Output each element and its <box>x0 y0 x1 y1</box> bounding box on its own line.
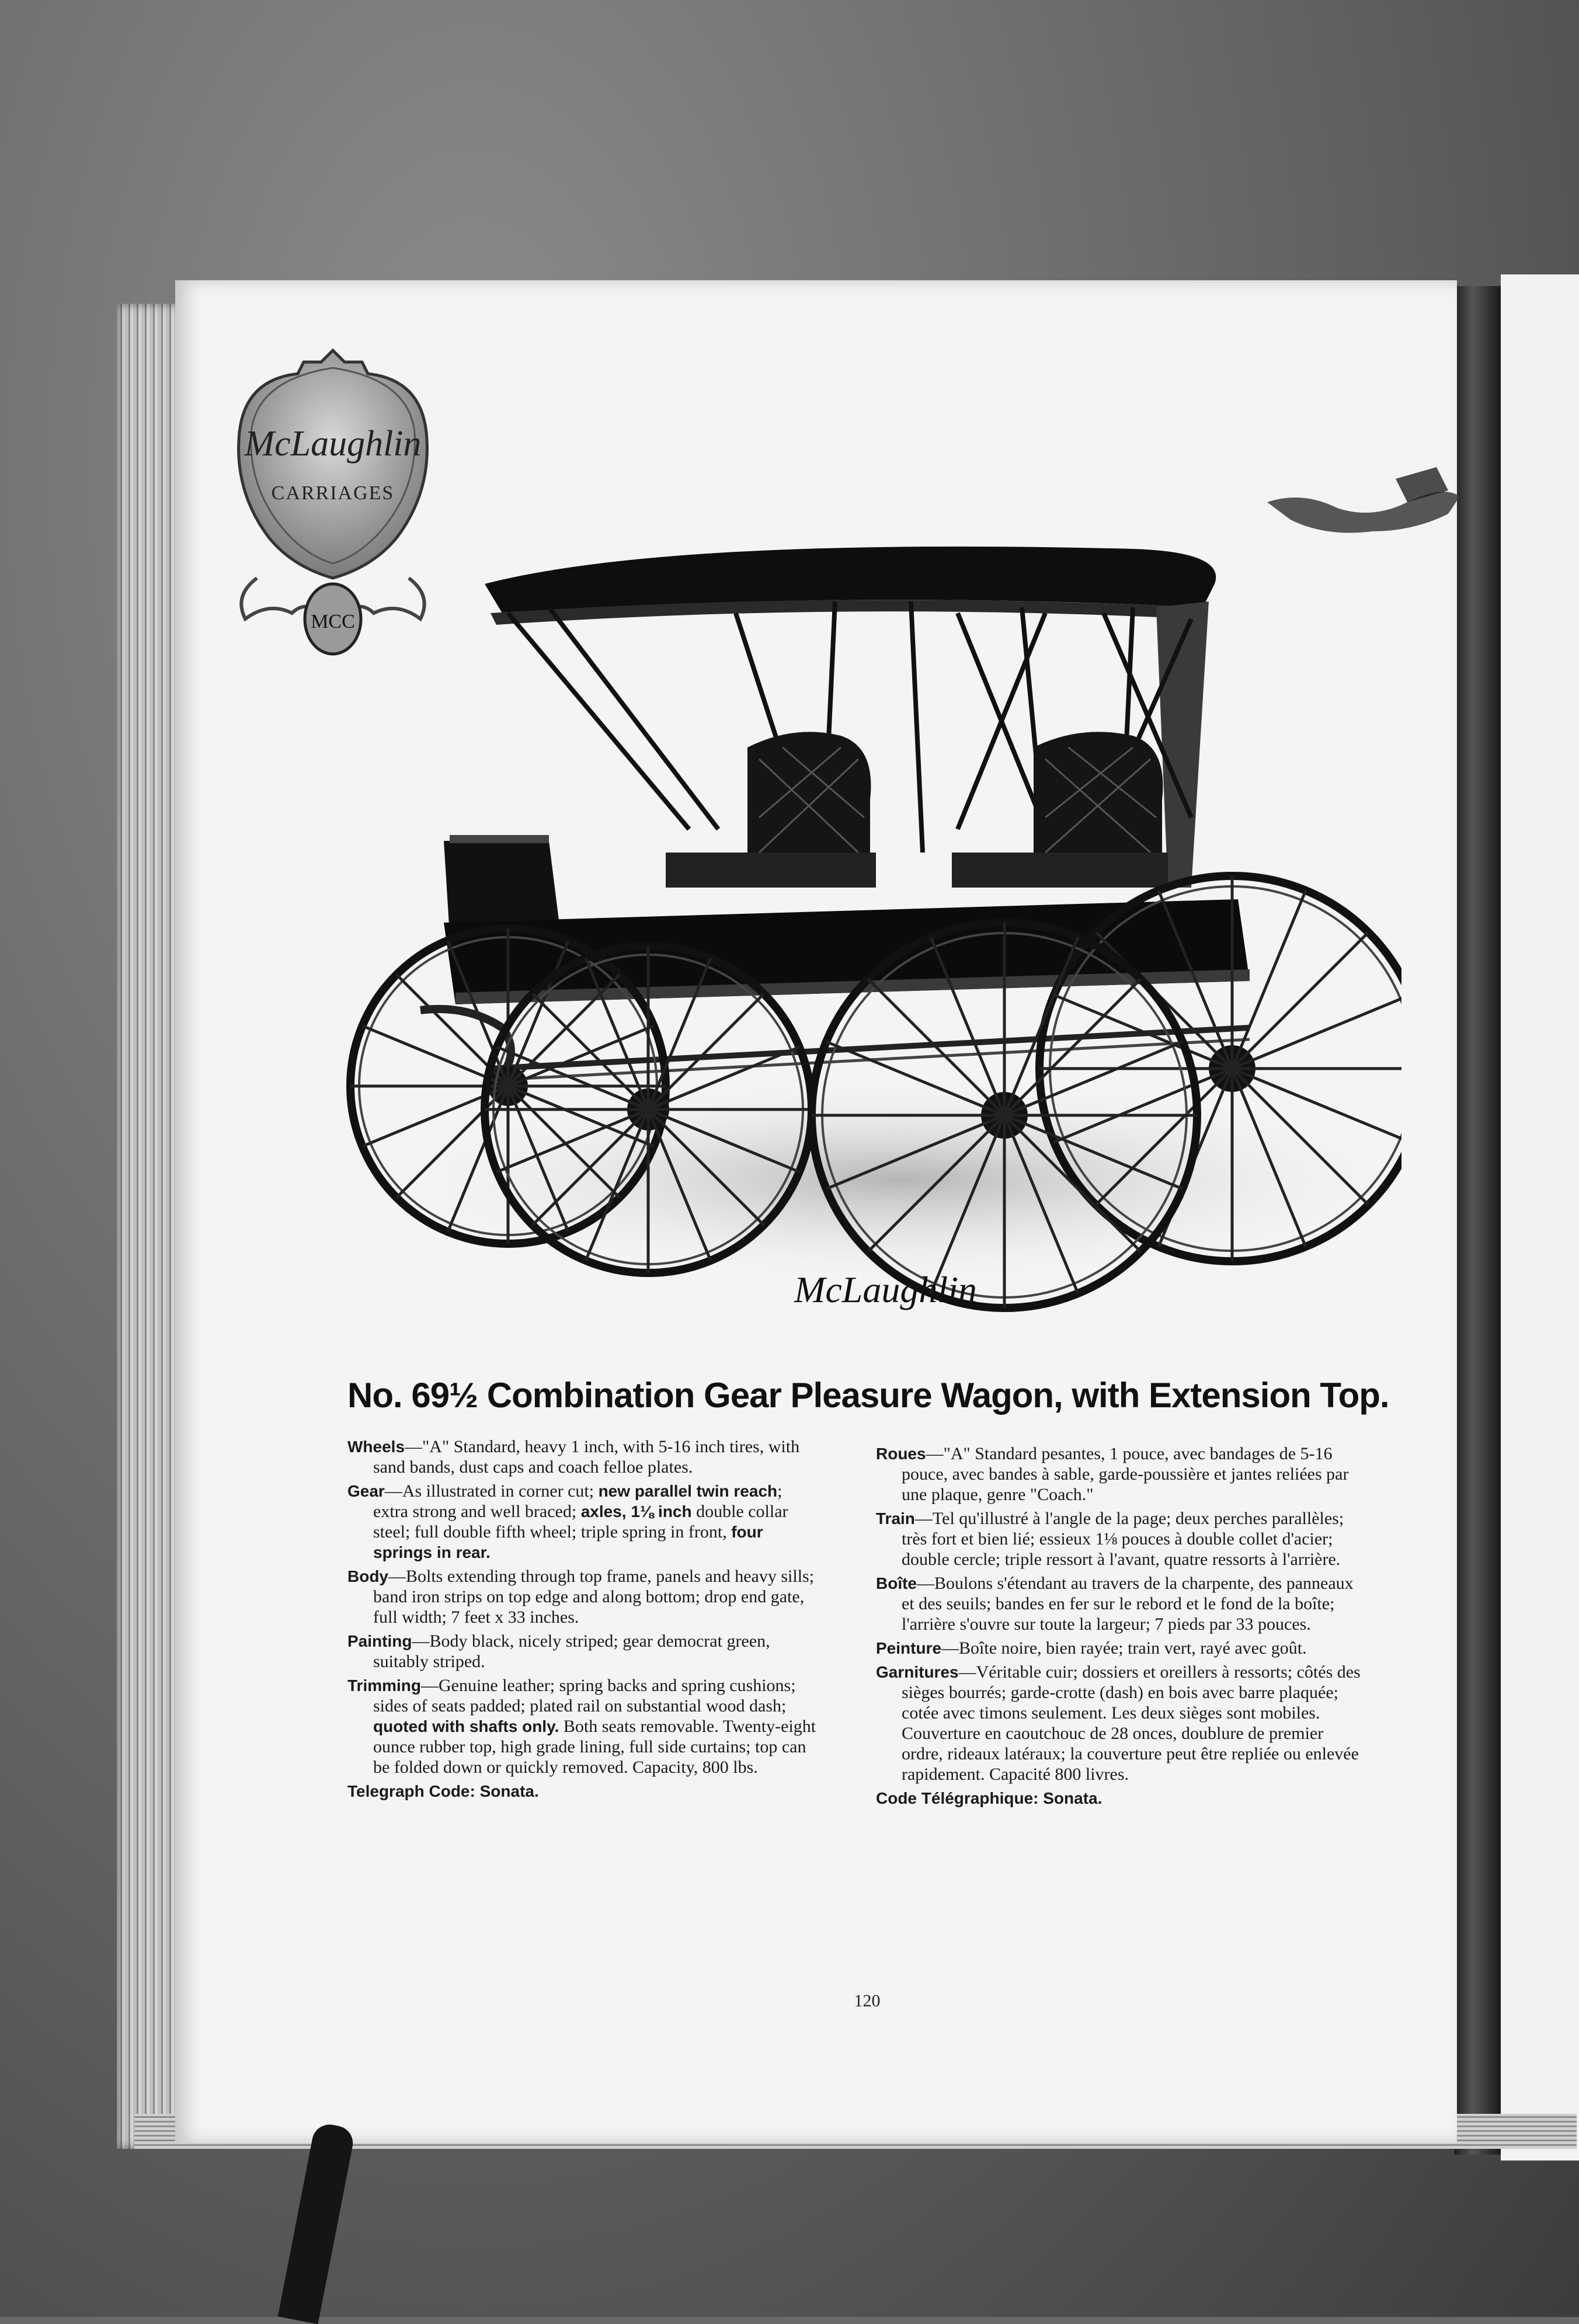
spec-term: Boîte <box>876 1574 917 1592</box>
spec-emphasis: quoted with shafts only. <box>373 1717 559 1735</box>
telegraph-code-fr <box>876 1788 1366 1808</box>
spec-term: Peinture <box>876 1639 942 1657</box>
spec-term: Roues <box>876 1445 926 1463</box>
spec-gear <box>347 1481 820 1563</box>
logo-monogram: MCC <box>311 611 355 632</box>
spec-text: —Boulons s'étendant au travers de la charpente, des panneaux et des seuils; bandes en fer sur le rebord et le fond de la boîte; l'arrière s'ouvre sur toute la largeur; 7 pieds par 33 pouces. <box>902 1574 1354 1634</box>
product-headline: No. 69½ Combination Gear Pleasure Wagon, with Extension Top. <box>347 1376 1389 1415</box>
spec-term: Gear <box>347 1482 385 1500</box>
front-right-wheel <box>812 923 1197 1308</box>
spec-painting <box>347 1631 820 1672</box>
spec-term: Body <box>347 1567 388 1585</box>
facing-page <box>1501 274 1579 2161</box>
spec-boite <box>876 1573 1366 1634</box>
spec-body <box>347 1566 820 1627</box>
spec-text: —Véritable cuir; dossiers et oreillers à ressorts; côtés des sièges bourrés; garde-crotte (dash) en bois avec barre plaquée; cotée avec timons seulement. Les deux sièges sont mobiles. Couverture en caoutchouc de 28 onces, doublure de premier ordre, rideaux latéraux; la couverture peut être repliée ou enlevée rapidement. Capacité 800 livres. <box>902 1662 1361 1784</box>
spec-text: —Bolts extending through top frame, panels and heavy sills; band iron strips on top edge and along bottom; drop end gate, full width; 7 feet x 33 inches. <box>373 1567 815 1627</box>
spec-text: —Tel qu'illustré à l'angle de la page; deux perches parallèles; très fort et bien lié; essieux 1⅛ pouces à double collet d'acier; double cercle; triple ressort à l'avant, quatre ressorts à l'arrière. <box>902 1509 1344 1569</box>
spec-text: ; extra strong and well braced; <box>373 1481 782 1521</box>
logo-brand-text: McLaughlin <box>244 424 422 464</box>
spec-text: double collar steel; full double fifth wheel; triple spring in front, <box>373 1502 788 1542</box>
spec-emphasis: axles, 1⅛ inch <box>580 1502 692 1521</box>
telegraph-code-label: Telegraph Code: <box>347 1782 475 1800</box>
spec-text: —"A" Standard pesantes, 1 pouce, avec bandages de 5-16 pouce, avec bandes à sable, garde-poussière et jantes reliées par une plaque, genre "Coach." <box>902 1444 1349 1504</box>
spec-term: Train <box>876 1509 915 1528</box>
spec-peinture <box>876 1638 1366 1658</box>
spec-wheels <box>347 1436 820 1477</box>
spec-term: Trimming <box>347 1676 422 1695</box>
telegraph-code-value: Sonata. <box>1043 1789 1102 1807</box>
english-specs-column <box>347 1436 820 1818</box>
spec-term: Painting <box>347 1632 412 1650</box>
spec-term: Garnitures <box>876 1663 959 1681</box>
spec-trimming <box>347 1675 820 1777</box>
spec-text: —Genuine leather; spring backs and spring cushions; sides of seats padded; plated rail on substantial wood dash; <box>373 1676 796 1716</box>
french-specs-column <box>876 1443 1366 1825</box>
spec-roues <box>876 1443 1366 1505</box>
spec-text: —As illustrated in corner cut; <box>384 1481 599 1501</box>
spec-train <box>876 1508 1366 1570</box>
front-left-wheel <box>485 946 812 1273</box>
spec-text: —Body black, nicely striped; gear democrat green, suitably striped. <box>373 1631 770 1671</box>
spec-emphasis: new parallel twin reach <box>598 1482 778 1500</box>
spec-emphasis: four springs in rear. <box>373 1523 763 1561</box>
spec-text: —"A" Standard, heavy 1 inch, with 5-16 inch tires, with sand bands, dust caps and coach felloe plates. <box>373 1437 800 1477</box>
spec-text: —Boîte noire, bien rayée; train vert, rayé avec goût. <box>941 1638 1307 1658</box>
carriage-illustration <box>315 526 1401 1343</box>
illustration-signature: McLaughlin <box>794 1269 977 1310</box>
spec-text: Both seats removable. Twenty-eight ounce rubber top, high grade lining, full side curtains; top can be folded down or quickly removed. Capacity, 800 lbs. <box>373 1717 816 1777</box>
page-number: 120 <box>854 1991 881 2010</box>
telegraph-code-value: Sonata. <box>479 1782 539 1800</box>
telegraph-code <box>347 1781 820 1801</box>
logo-subtitle-text: CARRIAGES <box>271 482 395 504</box>
spec-term: Wheels <box>347 1438 405 1456</box>
telegraph-code-label: Code Télégraphique: <box>876 1789 1039 1807</box>
spec-garnitures <box>876 1662 1366 1784</box>
